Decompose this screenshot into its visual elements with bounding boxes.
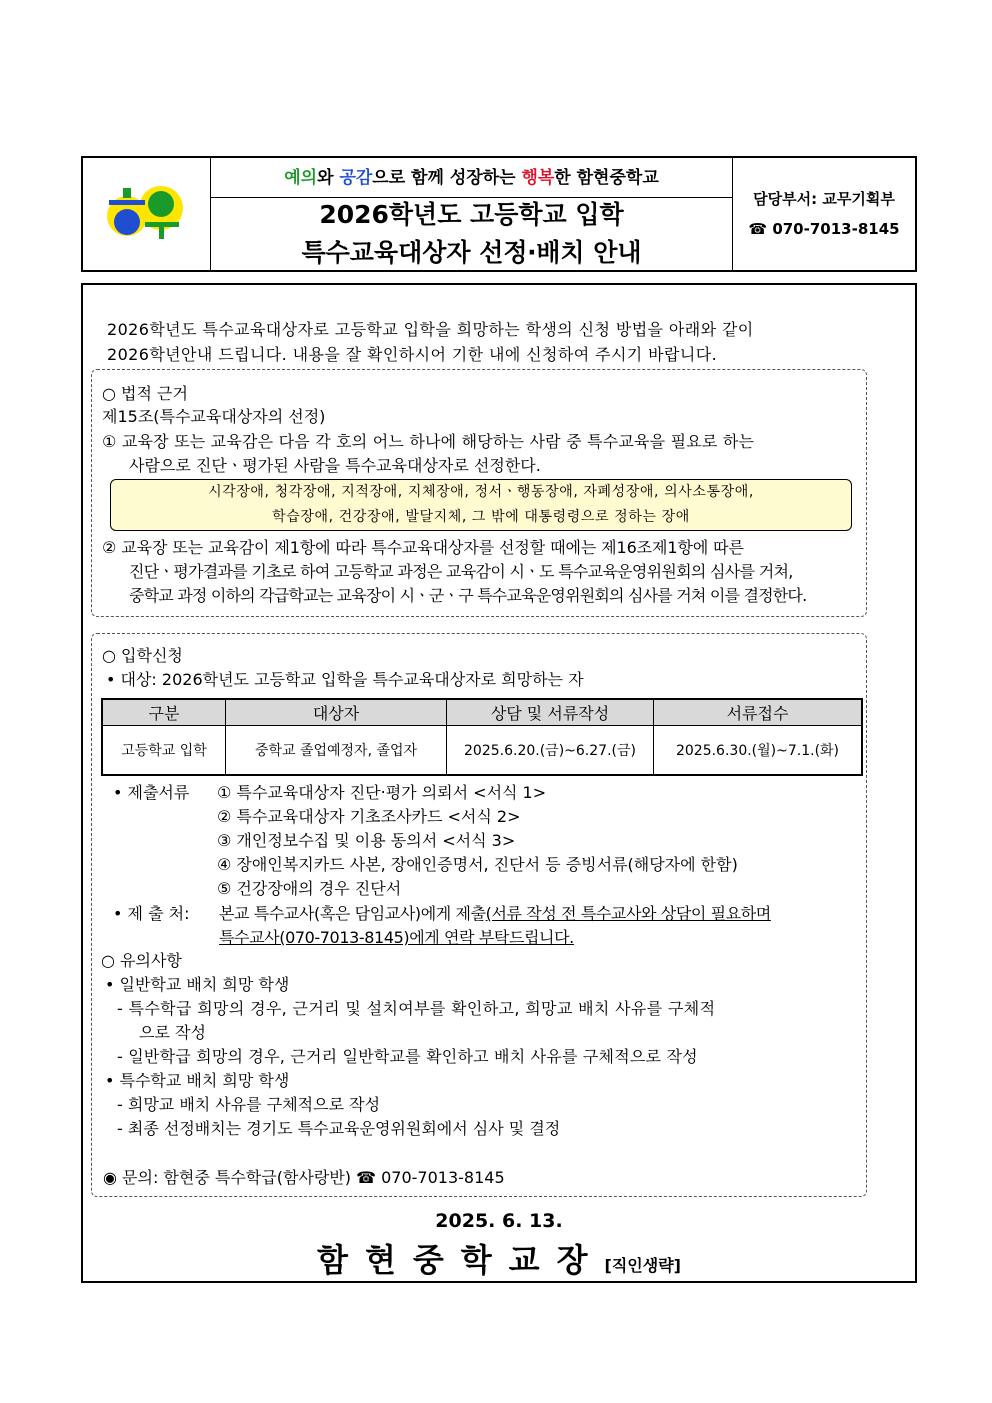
logo-cell: [83, 158, 211, 270]
submit-place-text: [219, 902, 771, 926]
submit-place-label: • 제 출 처:: [113, 904, 190, 923]
intro-line: 2026학년도 특수교육대상자로 고등학교 입학을 희망하는 학생의 신청 방법을 아래와 같이: [107, 320, 754, 339]
submit-place-note-cont: 특수교사(070-7013-8145)에게 연락 부탁드립니다.: [219, 928, 574, 947]
section-heading: ○ 입학신청: [102, 646, 183, 665]
table-cell: 중학교 졸업예정자, 졸업자: [226, 726, 447, 776]
legal-basis-section: [91, 369, 867, 617]
notes-item: - 최종 선정배치는 경기도 특수교육운영위원회에서 심사 및 결정: [117, 1119, 561, 1138]
slogan-text: 으로 함께 성장하는: [372, 168, 522, 188]
issue-date: 2025. 6. 13.: [435, 1210, 563, 1232]
main-content-box: [81, 283, 917, 1283]
legal-item-2-cont: 중학교 과정 이하의 각급학교는 교육장이 시ㆍ군ㆍ구 특수교육운영위원회의 심사를 거쳐 이를 결정한다.: [129, 586, 807, 605]
application-target: • 대상: 2026학년도 고등학교 입학을 특수교육대상자로 희망하는 자: [106, 670, 584, 689]
table-cell: 고등학교 입학: [102, 726, 226, 776]
notes-item-cont: 으로 작성: [139, 1023, 206, 1042]
contact-cell: [733, 158, 915, 270]
slogan-word-happiness: 행복: [521, 168, 555, 188]
document-header: [81, 156, 917, 272]
slogan-word-empathy: 공감: [339, 168, 373, 188]
document-item: ④ 장애인복지카드 사본, 장애인증명서, 진단서 등 증빙서류(해당자에 한함): [217, 855, 738, 874]
table-cell: 2025.6.30.(월)~7.1.(화): [654, 726, 863, 776]
article-title: 제15조(특수교육대상자의 선정): [102, 407, 326, 426]
table-cell: 2025.6.20.(금)~6.27.(금): [447, 726, 654, 776]
page-title-line1: 2026학년도 고등학교 입학: [319, 200, 624, 229]
table-header: 대상자: [226, 699, 447, 726]
principal-title: 함현중학교장: [317, 1241, 605, 1279]
title-cell: [211, 158, 733, 270]
slogan-text: 한 함현중학교: [554, 168, 659, 188]
notes-item: - 특수학급 희망의 경우, 근거리 및 설치여부를 확인하고, 희망교 배치 사유를 구체적: [117, 999, 716, 1018]
department-label: 담당부서: 교무기획부: [753, 190, 895, 208]
seal-omitted-note: [직인생략]: [604, 1256, 681, 1275]
documents-label: • 제출서류: [113, 783, 190, 802]
principal-signature: [83, 1235, 915, 1281]
document-item: ③ 개인정보수집 및 이용 동의서 <서식 3>: [217, 831, 516, 850]
disability-types-line: 학습장애, 건강장애, 발달지체, 그 밖에 대통령령으로 정하는 장애: [272, 509, 690, 525]
intro-line: 2026학년안내 드립니다. 내용을 잘 확인하시어 기한 내에 신청하여 주시기 바랍니다.: [107, 345, 718, 364]
slogan-word-courtesy: 예의: [284, 168, 318, 188]
notes-item: - 희망교 배치 사유를 구체적으로 작성: [117, 1095, 381, 1114]
disability-types-line: 시각장애, 청각장애, 지적장애, 지체장애, 정서ㆍ행동장애, 자폐성장애, 의사소통장애,: [208, 484, 754, 500]
legal-item-1: ① 교육장 또는 교육감은 다음 각 호의 어느 하나에 해당하는 사람 중 특수교육을 필요로 하는: [102, 432, 755, 451]
section-heading: ○ 유의사항: [101, 951, 182, 970]
legal-item-1-cont: 사람으로 진단ㆍ평가된 사람을 특수교육대상자로 선정한다.: [129, 456, 541, 475]
legal-item-2: ② 교육장 또는 교육감이 제1항에 따라 특수교육대상자를 선정할 때에는 제16조제1항에 따른: [102, 538, 744, 557]
notes-subheading: • 일반학교 배치 희망 학생: [105, 975, 290, 994]
table-header-row: [102, 699, 862, 726]
inquiry-contact: ◉ 문의: 함현중 특수학급(함사랑반) ☎ 070-7013-8145: [103, 1168, 505, 1187]
school-slogan: [211, 158, 732, 198]
page-title-line2: 특수교육대상자 선정‧배치 안내: [301, 238, 642, 267]
document-item: ⑤ 건강장애의 경우 진단서: [217, 879, 402, 898]
table-row: [102, 726, 862, 776]
notes-subheading: • 특수학교 배치 희망 학생: [105, 1071, 290, 1090]
document-item: ① 특수교육대상자 진단‧평가 의뢰서 <서식 1>: [217, 783, 547, 802]
disability-types-box: [110, 479, 852, 531]
legal-item-2-cont: 진단ㆍ평가결과를 기초로 하여 고등학교 과정은 교육감이 시ㆍ도 특수교육운영위원회의 심사를 거쳐,: [129, 562, 793, 581]
document-item: ② 특수교육대상자 기초조사카드 <서식 2>: [217, 807, 521, 826]
table-header: 서류접수: [654, 699, 863, 726]
submit-place-note: (서류 작성 전 특수교사와 상담이 필요하며: [485, 904, 771, 923]
school-logo-icon: [105, 182, 189, 246]
intro-paragraph: [107, 317, 897, 367]
section-heading: ○ 법적 근거: [102, 384, 188, 403]
submit-place-main: 본교 특수교사(혹은 담임교사)에게 제출: [219, 904, 486, 923]
phone-label: ☎ 070-7013-8145: [748, 220, 900, 238]
notes-item: - 일반학급 희망의 경우, 근거리 일반학교를 확인하고 배치 사유를 구체적으로 작성: [117, 1047, 698, 1066]
application-schedule-table: [101, 698, 863, 776]
table-header: 구분: [102, 699, 226, 726]
slogan-text: 와: [317, 168, 340, 188]
table-header: 상담 및 서류작성: [447, 699, 654, 726]
